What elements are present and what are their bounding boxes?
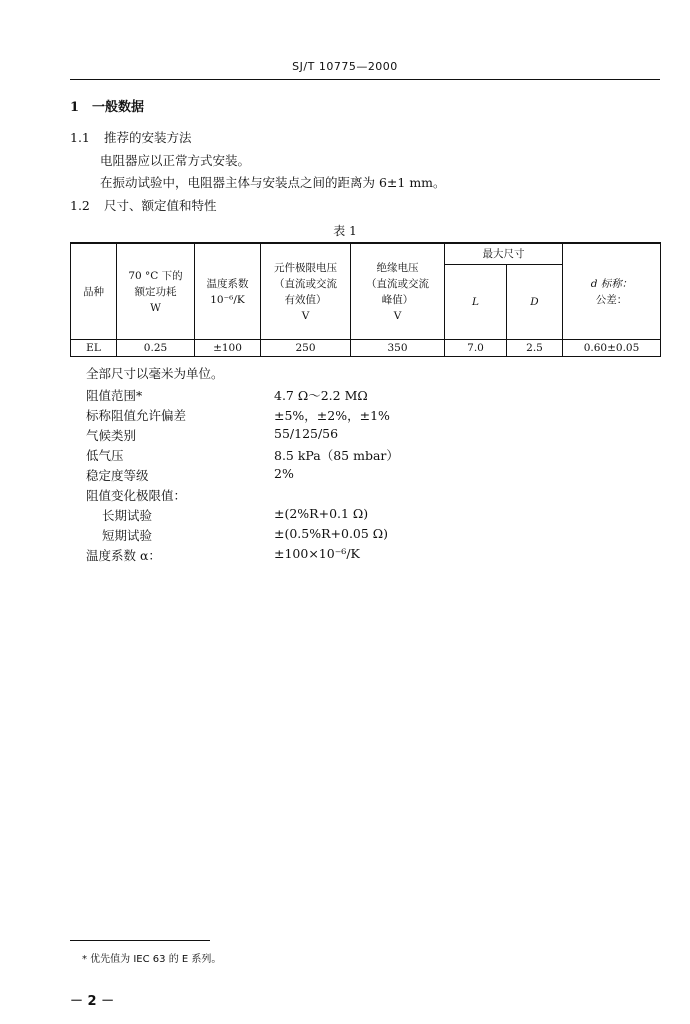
cell-power: 0.25 — [117, 340, 195, 357]
header-variety: 品种 — [71, 243, 117, 340]
header-diameter: D — [507, 265, 563, 340]
subsection-number: 1.1 — [70, 130, 90, 145]
spec-row — [86, 526, 646, 546]
header-temp-coeff: 温度系数 10⁻⁶/K — [195, 243, 261, 340]
spec-row — [86, 546, 646, 566]
header-limit-voltage: 元件极限电压 （直流或交流 有效值） V — [261, 243, 351, 340]
units-note: 全部尺寸以毫米为单位。 — [86, 366, 224, 381]
spec-row — [86, 486, 646, 506]
spec-value: 4.7 Ω～2.2 MΩ — [274, 388, 368, 403]
spec-value: ±5%，±2%，±1% — [274, 408, 390, 423]
spec-value: ±(0.5%R+0.05 Ω) — [274, 526, 389, 541]
subsection-number: 1.2 — [70, 198, 90, 213]
spec-label: 温度系数 α： — [86, 548, 161, 563]
cell-limit-voltage: 250 — [261, 340, 351, 357]
cell-insulation-voltage: 350 — [351, 340, 445, 357]
spec-label: 气候类别 — [86, 428, 137, 443]
section-title — [70, 96, 144, 115]
spec-row — [86, 406, 646, 426]
section-title-text: 一般数据 — [92, 100, 145, 115]
spec-value: 55/125/56 — [274, 426, 339, 441]
cell-variety: EL — [71, 340, 117, 357]
footnote-rule — [70, 940, 210, 941]
section-number: 1 — [70, 100, 80, 115]
footnote: * 优先值为 IEC 63 的 E 系列。 — [82, 954, 222, 965]
header-max-dimensions: 最大尺寸 — [445, 243, 563, 265]
spec-list — [86, 386, 646, 566]
spec-row — [86, 446, 646, 466]
table-row — [71, 340, 661, 357]
subsection-1-2 — [70, 196, 217, 214]
spec-value: 8.5 kPa（85 mbar） — [274, 448, 399, 463]
subsection-title: 推荐的安装方法 — [104, 130, 192, 145]
header-rated-power: 70 °C 下的 额定功耗 W — [117, 243, 195, 340]
spec-value: 2% — [274, 466, 294, 481]
spec-value: ±100×10⁻⁶/K — [274, 546, 360, 561]
header-lead-diameter: d 标称： 公差： — [563, 243, 661, 340]
cell-lead-diameter: 0.60±0.05 — [563, 340, 661, 357]
spec-table — [70, 242, 661, 357]
spec-row — [86, 386, 646, 406]
header-insulation-voltage: 绝缘电压 （直流或交流 峰值） V — [351, 243, 445, 340]
spec-row — [86, 466, 646, 486]
paragraph-mounting: 电阻器应以正常方式安装。 — [100, 153, 251, 168]
subsection-1-1 — [70, 128, 192, 146]
subsection-title: 尺寸、额定值和特性 — [104, 198, 217, 213]
spec-row — [86, 506, 646, 526]
cell-diameter: 2.5 — [507, 340, 563, 357]
header-length: L — [445, 265, 507, 340]
spec-label: 低气压 — [86, 448, 124, 463]
spec-label: 阻值变化极限值： — [86, 488, 187, 503]
spec-label: 长期试验 — [102, 508, 153, 523]
table-caption: 表 1 — [333, 224, 357, 238]
spec-row — [86, 426, 646, 446]
page-number: － 2 － — [70, 994, 115, 1009]
spec-label: 标称阻值允许偏差 — [86, 408, 187, 423]
spec-value: ±(2%R+0.1 Ω) — [274, 506, 369, 521]
spec-label: 稳定度等级 — [86, 468, 149, 483]
spec-label: 短期试验 — [102, 528, 153, 543]
header-rule — [70, 79, 660, 80]
paragraph-vibration: 在振动试验中，电阻器主体与安装点之间的距离为 6±1 mm。 — [100, 175, 446, 190]
cell-length: 7.0 — [445, 340, 507, 357]
cell-temp-coeff: ±100 — [195, 340, 261, 357]
spec-label: 阻值范围* — [86, 388, 143, 403]
page-header: SJ/T 10775—2000 — [292, 60, 398, 73]
